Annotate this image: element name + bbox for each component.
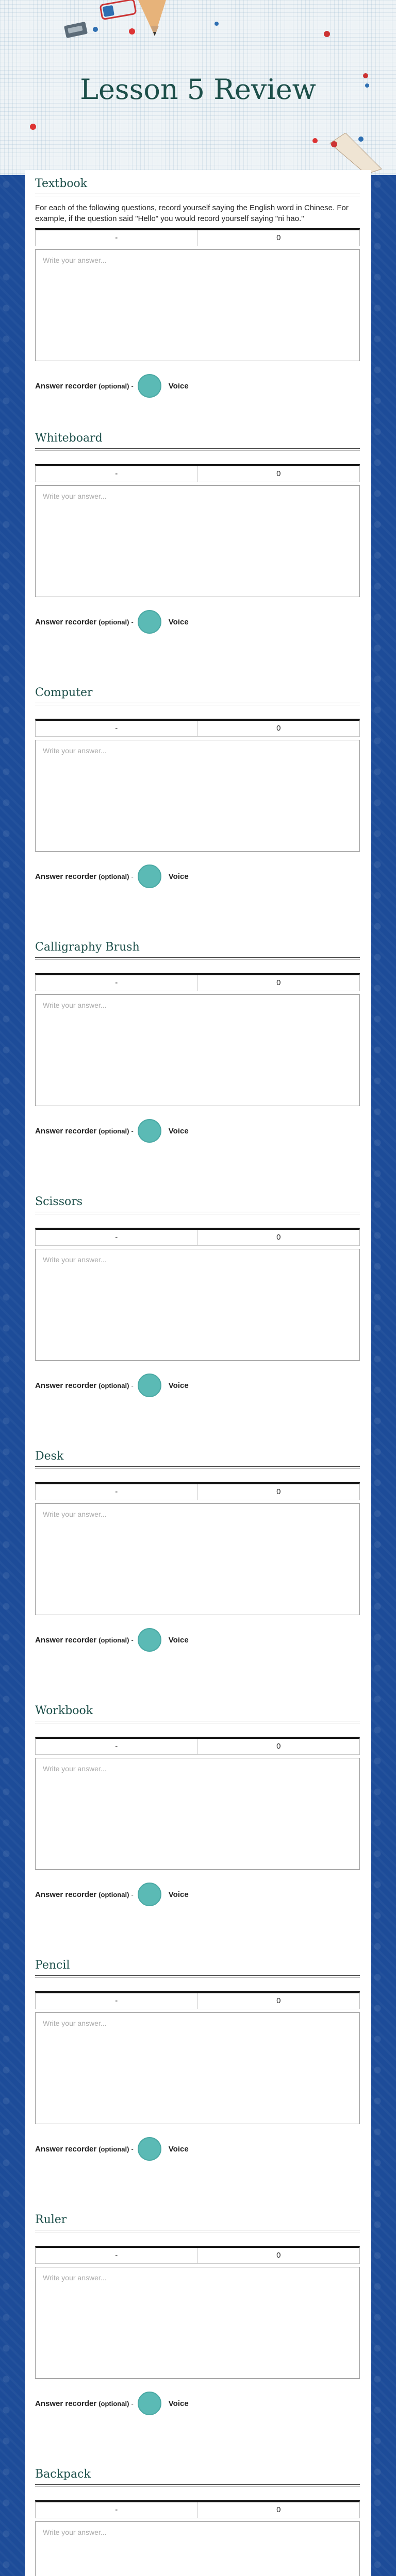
confetti-dot xyxy=(324,31,330,37)
recorder-label: Answer recorder xyxy=(35,1126,97,1136)
divider xyxy=(35,1975,360,1976)
answer-placeholder: Write your answer... xyxy=(43,1510,107,1518)
question-section xyxy=(35,1958,360,2162)
answer-table xyxy=(35,719,360,737)
table-row xyxy=(36,1993,359,2009)
table-cell[interactable]: 0 xyxy=(197,2502,360,2518)
answer-textarea[interactable] xyxy=(35,2012,360,2124)
table-cell[interactable]: - xyxy=(115,724,118,733)
recorder-dash: - xyxy=(131,1636,134,1644)
question-section xyxy=(35,940,360,1144)
record-voice-button[interactable] xyxy=(138,1374,161,1397)
recorder-dash: - xyxy=(131,2145,134,2153)
section-title: Workbook xyxy=(35,1704,93,1717)
recorder-label: Answer recorder xyxy=(35,2144,97,2154)
recorder-optional-label: (optional) xyxy=(98,1127,129,1135)
table-cell[interactable]: 0 xyxy=(197,721,360,736)
answer-textarea[interactable] xyxy=(35,249,360,361)
confetti-dot xyxy=(129,28,135,35)
voice-label: Voice xyxy=(168,381,189,391)
table-row xyxy=(36,1484,359,1500)
answer-table xyxy=(35,1737,360,1755)
section-title: Backpack xyxy=(35,2468,91,2481)
table-cell[interactable]: 0 xyxy=(197,1739,360,1754)
question-section xyxy=(35,431,360,635)
recorder-dash: - xyxy=(131,2399,134,2408)
answer-textarea[interactable] xyxy=(35,740,360,852)
recorder-dash: - xyxy=(131,382,134,390)
record-voice-button[interactable] xyxy=(138,2137,161,2161)
recorder-optional-label: (optional) xyxy=(98,2399,129,2408)
recorder-dash: - xyxy=(131,1890,134,1899)
table-cell[interactable]: - xyxy=(115,1487,118,1496)
pencil-icon xyxy=(135,0,171,41)
page-title: Lesson 5 Review xyxy=(80,73,316,106)
answer-placeholder: Write your answer... xyxy=(43,1256,107,1264)
answer-table xyxy=(35,2500,360,2518)
recorder-label: Answer recorder xyxy=(35,2399,97,2408)
answer-recorder xyxy=(35,372,360,399)
confetti-dot xyxy=(312,138,318,143)
table-cell[interactable]: - xyxy=(115,2251,118,2260)
record-voice-button[interactable] xyxy=(138,374,161,398)
answer-recorder xyxy=(35,1372,360,1399)
answer-textarea[interactable] xyxy=(35,2521,360,2576)
table-cell[interactable]: 0 xyxy=(197,975,360,991)
answer-recorder xyxy=(35,608,360,635)
record-voice-button[interactable] xyxy=(138,1628,161,1652)
worksheet-content xyxy=(25,170,371,2576)
section-title: Ruler xyxy=(35,2213,67,2226)
question-section xyxy=(35,1449,360,1653)
divider xyxy=(35,957,360,958)
section-title: Desk xyxy=(35,1450,64,1463)
answer-table xyxy=(35,1228,360,1246)
table-cell[interactable]: 0 xyxy=(197,466,360,482)
recorder-optional-label: (optional) xyxy=(98,618,129,626)
voice-label: Voice xyxy=(168,1890,189,1899)
table-cell[interactable]: 0 xyxy=(197,1230,360,1245)
recorder-optional-label: (optional) xyxy=(98,1636,129,1644)
instructions-text: For each of the following questions, record yourself saying the English word in Chinese. For example, if the question said "Hello" you would record yourself saying "ni hao." xyxy=(35,204,349,223)
record-voice-button[interactable] xyxy=(138,865,161,888)
answer-table xyxy=(35,464,360,482)
divider xyxy=(35,448,360,449)
table-cell[interactable]: - xyxy=(115,233,118,242)
question-section xyxy=(35,2212,360,2417)
table-cell[interactable]: - xyxy=(115,1996,118,2005)
answer-placeholder: Write your answer... xyxy=(43,2019,107,2027)
answer-textarea[interactable] xyxy=(35,1758,360,1870)
answer-table xyxy=(35,973,360,991)
recorder-optional-label: (optional) xyxy=(98,872,129,880)
table-row xyxy=(36,466,359,482)
voice-label: Voice xyxy=(168,2144,189,2154)
record-voice-button[interactable] xyxy=(138,1883,161,1906)
table-row xyxy=(36,230,359,246)
recorder-optional-label: (optional) xyxy=(98,2145,129,2153)
section-title: Textbook xyxy=(35,177,88,190)
section-title: Computer xyxy=(35,686,93,699)
recorder-optional-label: (optional) xyxy=(98,382,129,390)
answer-placeholder: Write your answer... xyxy=(43,2528,107,2536)
table-cell[interactable]: - xyxy=(115,469,118,478)
recorder-label: Answer recorder xyxy=(35,1381,97,1390)
table-row xyxy=(36,721,359,737)
question-section xyxy=(35,1194,360,1399)
answer-placeholder: Write your answer... xyxy=(43,256,107,264)
divider xyxy=(35,1466,360,1467)
table-row xyxy=(36,1739,359,1755)
record-voice-button[interactable] xyxy=(138,1119,161,1143)
confetti-dot xyxy=(214,22,219,26)
voice-label: Voice xyxy=(168,2399,189,2408)
voice-label: Voice xyxy=(168,1635,189,1645)
question-section xyxy=(35,176,360,399)
answer-recorder xyxy=(35,1117,360,1144)
ruler-icon xyxy=(325,133,387,174)
section-title: Pencil xyxy=(35,1959,70,1972)
table-cell[interactable]: - xyxy=(115,978,118,987)
table-row xyxy=(36,2248,359,2264)
recorder-optional-label: (optional) xyxy=(98,1381,129,1389)
table-cell[interactable]: - xyxy=(115,1233,118,1242)
section-title: Whiteboard xyxy=(35,432,103,445)
recorder-dash: - xyxy=(131,1381,134,1389)
table-cell[interactable]: 0 xyxy=(197,2248,360,2263)
recorder-dash: - xyxy=(131,872,134,880)
table-cell[interactable]: 0 xyxy=(197,1484,360,1500)
recorder-dash: - xyxy=(131,618,134,626)
answer-recorder xyxy=(35,863,360,890)
voice-label: Voice xyxy=(168,1381,189,1390)
answer-textarea[interactable] xyxy=(35,485,360,597)
answer-textarea[interactable] xyxy=(35,1249,360,1361)
recorder-label: Answer recorder xyxy=(35,1635,97,1645)
answer-recorder xyxy=(35,1626,360,1653)
section-title: Scissors xyxy=(35,1195,83,1208)
page-header xyxy=(0,0,396,175)
answer-table xyxy=(35,228,360,246)
scissors-icon xyxy=(61,18,92,43)
record-voice-button[interactable] xyxy=(138,610,161,634)
answer-placeholder: Write your answer... xyxy=(43,1765,107,1773)
recorder-optional-label: (optional) xyxy=(98,1890,129,1899)
table-cell[interactable]: - xyxy=(115,2505,118,2514)
table-cell[interactable]: 0 xyxy=(197,230,360,246)
table-row xyxy=(36,2502,359,2518)
table-row xyxy=(36,975,359,991)
answer-placeholder: Write your answer... xyxy=(43,1001,107,1009)
answer-recorder xyxy=(35,2136,360,2162)
record-voice-button[interactable] xyxy=(138,2392,161,2415)
answer-textarea[interactable] xyxy=(35,1503,360,1615)
answer-placeholder: Write your answer... xyxy=(43,2274,107,2282)
recorder-label: Answer recorder xyxy=(35,381,97,391)
answer-recorder xyxy=(35,2390,360,2417)
answer-placeholder: Write your answer... xyxy=(43,492,107,500)
section-title: Calligraphy Brush xyxy=(35,941,140,954)
answer-textarea[interactable] xyxy=(35,994,360,1106)
answer-recorder xyxy=(35,1881,360,1908)
voice-label: Voice xyxy=(168,872,189,881)
recorder-label: Answer recorder xyxy=(35,872,97,881)
confetti-dot xyxy=(93,27,98,32)
answer-table xyxy=(35,1991,360,2009)
answer-textarea[interactable] xyxy=(35,2267,360,2379)
recorder-dash: - xyxy=(131,1127,134,1135)
question-section xyxy=(35,1703,360,1908)
recorder-label: Answer recorder xyxy=(35,1890,97,1899)
confetti-dot xyxy=(30,124,36,130)
recorder-label: Answer recorder xyxy=(35,617,97,626)
table-cell[interactable]: - xyxy=(115,1742,118,1751)
voice-label: Voice xyxy=(168,617,189,626)
voice-label: Voice xyxy=(168,1126,189,1136)
question-section xyxy=(35,685,360,890)
answer-placeholder: Write your answer... xyxy=(43,747,107,755)
question-section xyxy=(35,2467,360,2576)
eraser-icon xyxy=(98,0,139,26)
answer-table xyxy=(35,2246,360,2264)
table-cell[interactable]: 0 xyxy=(197,1993,360,2009)
table-row xyxy=(36,1230,359,1246)
answer-table xyxy=(35,1482,360,1500)
divider xyxy=(35,2484,360,2485)
